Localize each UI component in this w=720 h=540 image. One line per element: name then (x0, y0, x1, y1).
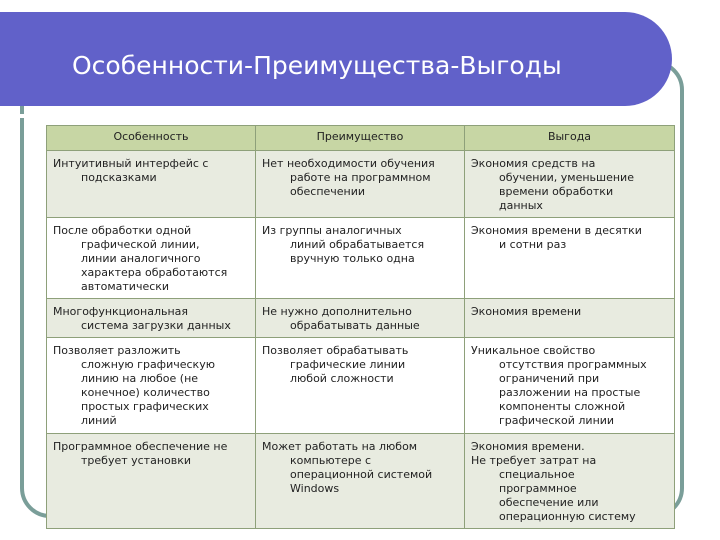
cell-line: требует установки (81, 454, 192, 467)
cell-line: работе на программном (290, 171, 431, 184)
cell-line: Многофункциональная (53, 305, 189, 318)
cell-line: вручную только одна (290, 252, 415, 265)
title-bar (0, 12, 672, 106)
header-feature: Особенность (47, 126, 256, 151)
cell-line: Нет необходимости обучения (262, 157, 435, 170)
cell-line: сложную графическую (81, 358, 215, 371)
cell-line: подсказками (81, 171, 157, 184)
cell-line: разложении на простые (499, 386, 641, 399)
cell-feature (47, 299, 256, 338)
cell-benefit (465, 338, 675, 434)
cell-line: Может работать на любом (262, 440, 418, 453)
cell-line: данных (499, 199, 543, 212)
cell-line: графические линии (290, 358, 406, 371)
cell-advantage (256, 434, 465, 529)
cell-line: Позволяет обрабатывать (262, 344, 409, 357)
cell-line: компьютере с (290, 454, 372, 467)
cell-line: компоненты сложной (499, 400, 626, 413)
cell-advantage (256, 338, 465, 434)
table-row (47, 299, 675, 338)
cell-line: простых графических (81, 400, 209, 413)
cell-advantage (256, 151, 465, 218)
cell-line: Не нужно дополнительно (262, 305, 412, 318)
cell-line: времени обработки (499, 185, 614, 198)
cell-line: линии аналогичного (81, 252, 201, 265)
header-advantage: Преимущество (256, 126, 465, 151)
cell-line: специальное (499, 468, 575, 481)
cell-line: обучении, уменьшение (499, 171, 634, 184)
cell-benefit (465, 434, 675, 529)
cell-line: конечное) количество (81, 386, 210, 399)
table-row (47, 338, 675, 434)
cell-line: графической линии (499, 414, 615, 427)
cell-line: обеспечении (290, 185, 366, 198)
cell-line: система загрузки данных (81, 319, 231, 332)
cell-line: операционную систему (499, 510, 636, 523)
cell-line: характера обработаются (81, 266, 228, 279)
cell-line: После обработки одной (53, 224, 192, 237)
cell-benefit (465, 299, 675, 338)
cell-line: обрабатывать данные (290, 319, 420, 332)
cell-line: графической линии, (81, 238, 200, 251)
features-table (46, 125, 675, 529)
cell-line: Интуитивный интерфейс с (53, 157, 209, 170)
table-header-row (47, 126, 675, 151)
cell-line: операционной системой (290, 468, 433, 481)
cell-line: программное (499, 482, 577, 495)
cell-feature (47, 218, 256, 299)
cell-line: любой сложности (290, 372, 394, 385)
cell-line: линий обрабатывается (290, 238, 425, 251)
cell-line: обеспечение или (499, 496, 599, 509)
cell-line: Не требует затрат на (471, 454, 597, 467)
table-row (47, 218, 675, 299)
cell-line: ограничений при (499, 372, 600, 385)
cell-line: Экономия времени. (471, 440, 585, 453)
cell-feature (47, 338, 256, 434)
cell-line: отсутствия программных (499, 358, 647, 371)
cell-benefit (465, 218, 675, 299)
cell-feature (47, 151, 256, 218)
cell-line: Программное обеспечение не (53, 440, 228, 453)
cell-line: линий (81, 414, 117, 427)
cell-line: Экономия времени (471, 305, 582, 318)
cell-feature (47, 434, 256, 529)
cell-line: Экономия средств на (471, 157, 596, 170)
cell-line: линию на любое (не (81, 372, 199, 385)
title-underline (0, 114, 637, 118)
cell-advantage (256, 218, 465, 299)
cell-line: Из группы аналогичных (262, 224, 402, 237)
cell-line: и сотни раз (499, 238, 567, 251)
cell-benefit (465, 151, 675, 218)
cell-line: Позволяет разложить (53, 344, 181, 357)
cell-line: Windows (290, 482, 340, 495)
header-benefit: Выгода (465, 126, 675, 151)
cell-line: Экономия времени в десятки (471, 224, 642, 237)
cell-line: автоматически (81, 280, 170, 293)
table-row (47, 434, 675, 529)
table-row (47, 151, 675, 218)
slide-title: Особенности-Преимущества-Выгоды (72, 51, 562, 80)
cell-advantage (256, 299, 465, 338)
cell-line: Уникальное свойство (471, 344, 596, 357)
